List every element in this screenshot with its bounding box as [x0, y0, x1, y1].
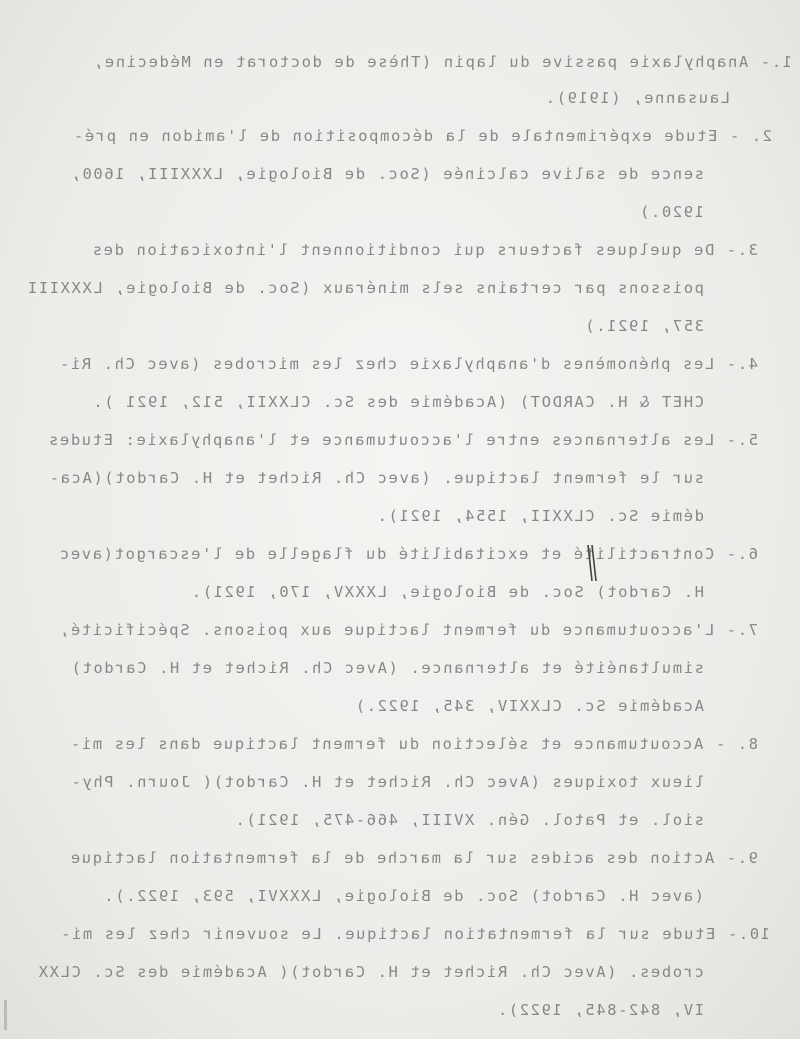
text-line: 1920.): [638, 203, 704, 221]
text-line: siol. et Patol. Gén. XVIII, 466-475, 1921).: [233, 811, 704, 829]
text-line: 3.- De quelques facteurs qui conditionnent l'intoxication des: [91, 241, 758, 259]
text-line: 6.- Contractilité et excitabilité du flagelle de l'escargot(avec: [58, 545, 758, 563]
text-line: 8. - Accoutumance et sélection du ferment lactique dans les mi-: [69, 735, 758, 753]
text-line: IV, 842-845, 1922).: [496, 1001, 704, 1019]
text-line: 5.- Les alternances entre l'accoutumance et l'anaphylaxie: Etudes: [47, 431, 758, 449]
text-line: Lausanne, (1919).: [544, 89, 730, 107]
text-line: 357, 1921.): [583, 317, 704, 335]
text-line: 4.- Les phénomènes d'anaphylaxie chez les microbes (avec Ch. Ri-: [58, 355, 758, 373]
text-line: lieux toxiques (Avec Ch. Richet et H. Cardot)( Journ. Phy-: [69, 773, 704, 791]
text-line: simultanéité et alternance. (Avec Ch. Richet et H. Cardot): [69, 659, 704, 677]
text-line: H. Cardot) Soc. de Biologie, LXXXV, 170, 1921).: [190, 583, 704, 601]
text-line: CHET & H. CARDOT) (Académie des Sc. CLXXII, 512, 1921 ).: [91, 393, 704, 411]
text-line: 1.- Anaphylaxie passive du lapin (Thèse de doctorat en Médecine,: [92, 53, 792, 71]
text-line: 7.- L'accoutumance du ferment lactique aux poisons. Spécificité,: [58, 621, 758, 639]
page-edge-mark: [4, 1000, 7, 1030]
text-line: démie Sc. CLXXII, 1554, 1921).: [376, 507, 704, 525]
text-line: 9.- Action des acides sur la marche de la fermentation lactique: [69, 849, 758, 867]
text-line: crobes. (Avec Ch. Richet et H. Cardot)( Académie des Sc. CLXX: [37, 963, 704, 981]
text-line: sur le ferment lactique. (avec Ch. Richet et H. Cardot)(Aca-: [48, 469, 704, 487]
pen-scratch-mark: [585, 543, 599, 583]
text-line: sence de salive calcinée (Soc. de Biologie, LXXXIII, 1600,: [69, 165, 704, 183]
text-line: 2. - Etude expérimentale de la décomposition de l'amidon en pré-: [72, 127, 772, 145]
text-line: poissons par certains sels minéraux (Soc. de Biologie, LXXXIII: [26, 279, 704, 297]
text-line: 10.- Etude sur la fermentation lactique. Le souvenir chez les mi-: [59, 925, 770, 943]
text-line: Académie Sc. CLXXIV, 345, 1922.): [354, 697, 704, 715]
text-line: (avec H. Cardot) Soc. de Biologie, LXXXVI, 593, 1922.).: [102, 887, 704, 905]
